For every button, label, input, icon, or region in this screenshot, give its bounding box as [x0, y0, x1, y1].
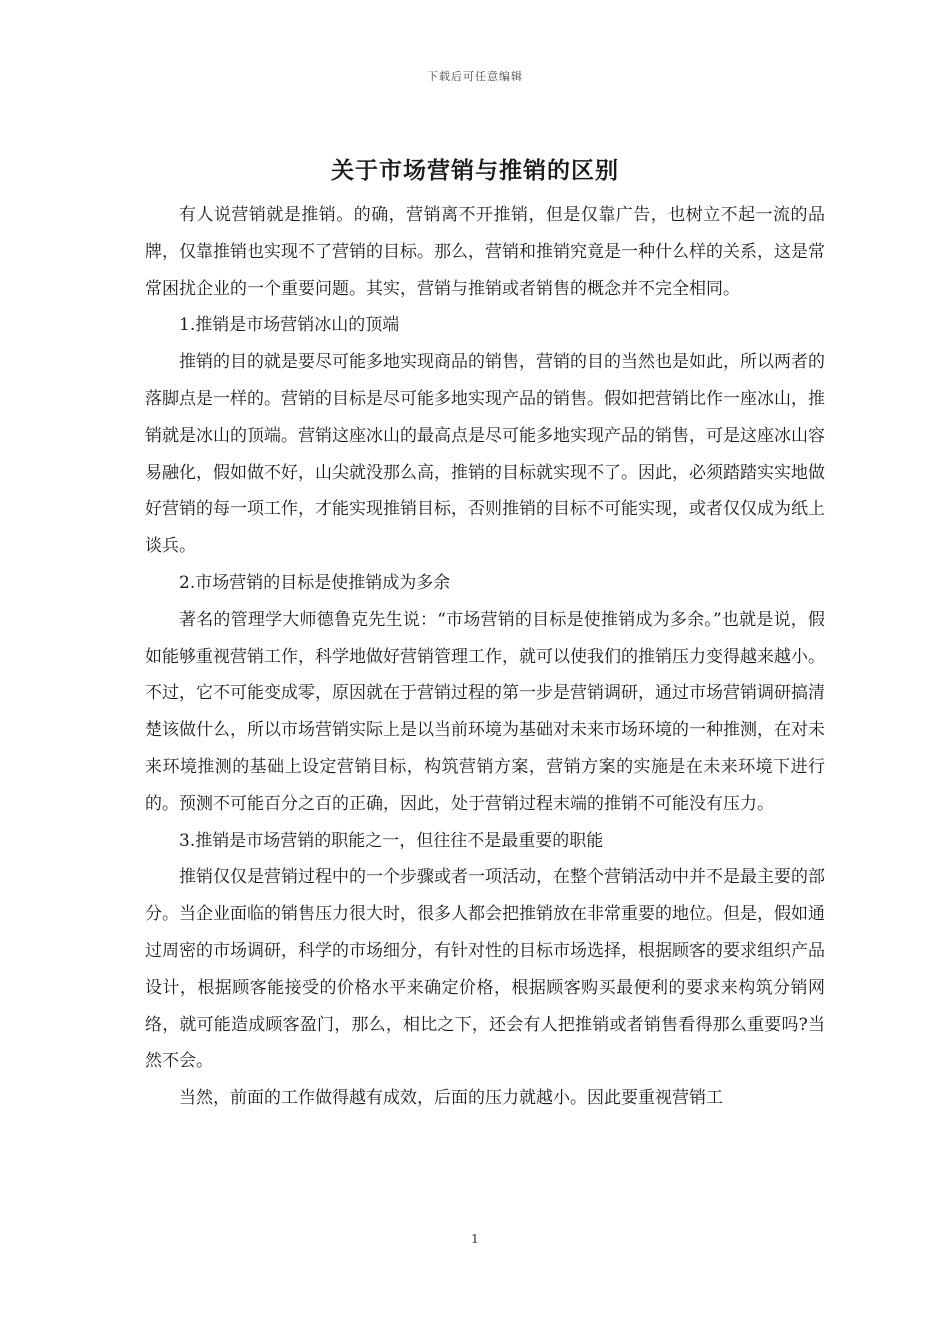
section-heading-2: 2.市场营销的目标是使推销成为多余: [179, 572, 451, 593]
section-heading-1: 1.推销是市场营销冰山的顶端: [179, 315, 400, 336]
section-heading-3: 3.推销是市场营销的职能之一，但往往不是最重要的职能: [179, 830, 604, 851]
paragraph-section-1: 推销的目的就是要尽可能多地实现商品的销售，营销的目的当然也是如此，所以两者的落脚点是一样的。营销的目标是尽可能多地实现产品的销售。假如把营销比作一座冰山，推销就是冰山的顶端。营销这座冰山的最高点是尽可能多地实现产品的销售，可是这座冰山容易融化，假如做不好，山尖就没那么高，推销的目标就实现不了。因此，必须踏踏实实地做好营销的每一项工作，才能实现推销目标，否则推销的目标不可能实现，或者仅仅成为纸上谈兵。: [145, 352, 825, 557]
page-header: 下载后可任意编辑: [427, 70, 523, 83]
paragraph-intro: 有人说营销就是推销。的确，营销离不开推销，但是仅靠广告，也树立不起一流的品牌，仅靠推销也实现不了营销的目标。那么，营销和推销究竟是一种什么样的关系，这是常常困扰企业的一个重要问题。其实，营销与推销或者销售的概念并不完全相同。: [145, 205, 825, 299]
paragraph-section-3: 推销仅仅是营销过程中的一个步骤或者一项活动，在整个营销活动中并不是最主要的部分。当企业面临的销售压力很大时，很多人都会把推销放在非常重要的地位。但是，假如通过周密的市场调研，科学的市场细分，有针对性的目标市场选择，根据顾客的要求组织产品设计，根据顾客能接受的价格水平来确定价格，根据顾客购买最便利的要求来构筑分销网络，就可能造成顾客盈门，那么，相比之下，还会有人把推销或者销售看得那么重要吗?当然不会。: [145, 867, 825, 1072]
paragraph-continuation: 当然，前面的工作做得越有成效，后面的压力就越小。因此要重视营销工: [179, 1088, 723, 1109]
page-number: 1: [471, 1232, 479, 1246]
paragraph-section-2: 著名的管理学大师德鲁克先生说：“市场营销的目标是使推销成为多余。”也就是说，假如能够重视营销工作，科学地做好营销管理工作，就可以使我们的推销压力变得越来越小。不过，它不可能变成零，原因就在于营销过程的第一步是营销调研，通过市场营销调研搞清楚该做什么，所以市场营销实际上是以当前环境为基础对未来市场环境的一种推测，在对未来环境推测的基础上设定营销目标，构筑营销方案，营销方案的实施是在未来环境下进行的。预测不可能百分之百的正确，因此，处于营销过程末端的推销不可能没有压力。: [145, 609, 825, 814]
document-body: [145, 197, 825, 1117]
document-title: 关于市场营销与推销的区别: [331, 158, 619, 184]
